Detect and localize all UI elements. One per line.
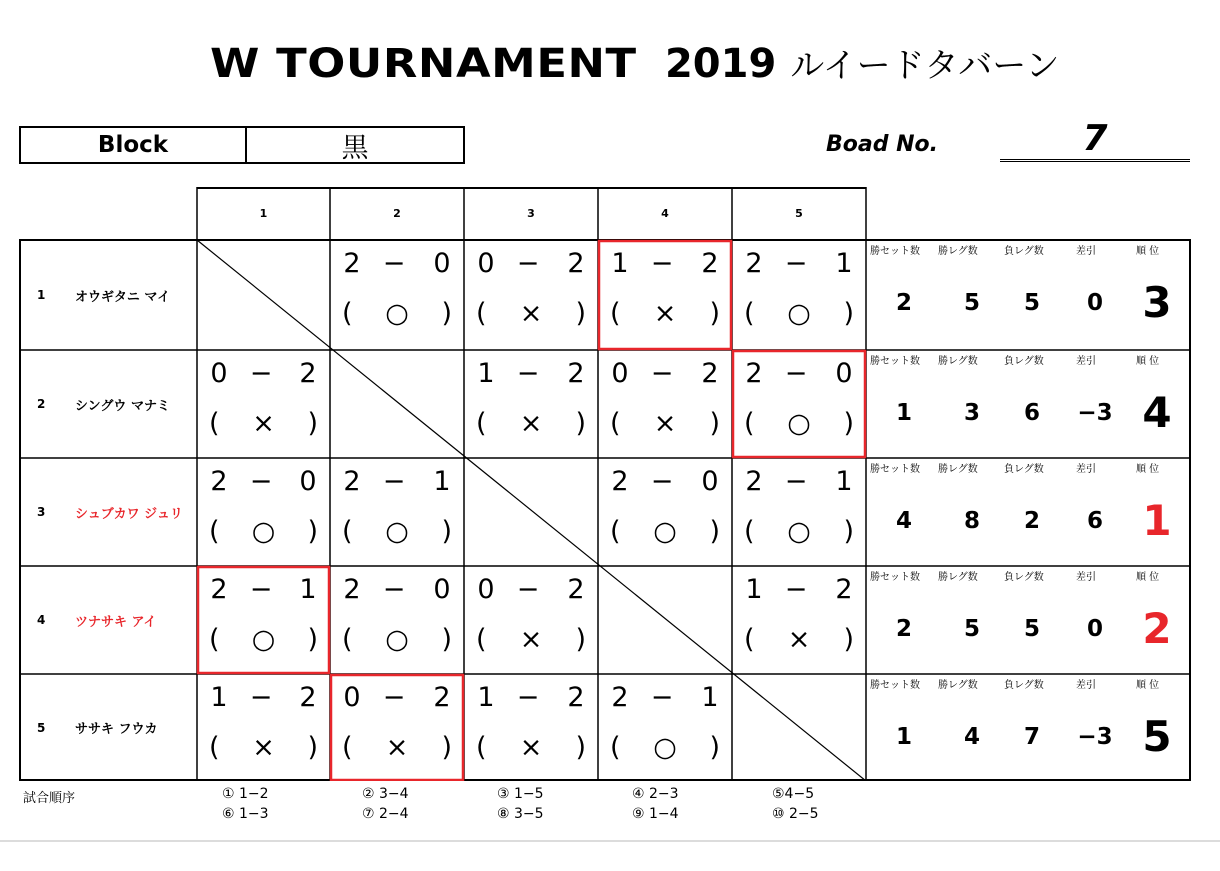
match-score <box>197 574 330 614</box>
footer-divider <box>0 840 1220 842</box>
match-cell <box>197 350 330 458</box>
player-row-header <box>19 458 197 566</box>
legs-for: 1 <box>477 682 495 713</box>
tournament-year: 2019 <box>664 41 777 87</box>
match-order-item: ⑨ 1−4 <box>632 806 679 822</box>
difference-value: 0 <box>1086 616 1103 642</box>
match-result: ( ○ ) <box>732 516 866 556</box>
result-mark: ○ <box>787 298 811 329</box>
match-cell <box>464 350 598 458</box>
legs-lost-value: 6 <box>1023 400 1040 426</box>
result-mark: × <box>519 408 543 439</box>
match-order-item: ⑤4−5 <box>772 786 815 802</box>
venue-name: ルイードタバーン <box>790 46 1060 86</box>
sets-won-value: 2 <box>895 290 912 316</box>
stat-label: 順 位 <box>1136 572 1160 583</box>
result-mark: ○ <box>653 732 677 763</box>
column-header-3: 3 <box>527 207 535 220</box>
legs-for: 0 <box>611 358 629 389</box>
match-score <box>464 358 598 398</box>
score-dash: − <box>784 466 808 497</box>
column-header-4: 4 <box>661 207 669 220</box>
column-header-5: 5 <box>795 207 803 220</box>
match-order-item: ③ 1−5 <box>497 786 544 802</box>
score-dash: − <box>382 248 406 279</box>
result-mark: × <box>252 732 275 763</box>
legs-against: 2 <box>567 574 585 605</box>
match-result: ( ○ ) <box>732 298 866 338</box>
sets-won-value: 2 <box>895 616 912 642</box>
match-result: ( ○ ) <box>330 298 464 338</box>
stat-label: 負レグ数 <box>1004 356 1044 367</box>
result-mark: × <box>787 624 811 655</box>
legs-for: 0 <box>210 358 228 389</box>
match-result: ( × ) <box>464 732 598 772</box>
stat-label: 勝レグ数 <box>938 464 978 475</box>
result-mark: × <box>653 298 677 329</box>
legs-for: 2 <box>343 574 361 605</box>
match-result: ( × ) <box>732 624 866 664</box>
match-result: ( ○ ) <box>598 732 732 772</box>
match-score <box>197 682 330 722</box>
legs-for: 1 <box>745 574 763 605</box>
legs-for: 0 <box>477 248 495 279</box>
legs-for: 2 <box>210 574 228 605</box>
match-cell <box>464 566 598 674</box>
score-dash: − <box>382 682 406 713</box>
legs-lost-value: 7 <box>1023 724 1040 750</box>
stat-label: 順 位 <box>1136 246 1160 257</box>
column-header-2: 2 <box>393 207 401 220</box>
match-score <box>464 574 598 614</box>
legs-won-value: 3 <box>963 400 980 426</box>
legs-against: 1 <box>835 466 853 497</box>
sets-won-value: 1 <box>895 400 912 426</box>
match-score <box>330 574 464 614</box>
legs-against: 0 <box>299 466 317 497</box>
legs-for: 2 <box>210 466 228 497</box>
page-title <box>210 38 1060 94</box>
stat-label: 勝セット数 <box>870 680 920 691</box>
legs-against: 2 <box>299 682 317 713</box>
legs-for: 2 <box>611 466 629 497</box>
match-cell <box>598 674 732 781</box>
player-stats <box>870 674 1191 781</box>
player-stats <box>870 566 1191 674</box>
legs-for: 1 <box>611 248 629 279</box>
player-number: 3 <box>37 505 46 519</box>
legs-for: 2 <box>745 466 763 497</box>
match-order-item: ⑧ 3−5 <box>497 806 544 822</box>
match-result: ( × ) <box>330 732 464 772</box>
result-mark: ○ <box>385 624 409 655</box>
legs-against: 1 <box>299 574 317 605</box>
player-stats <box>870 240 1191 350</box>
block-label: Block <box>21 128 247 162</box>
stat-label: 勝レグ数 <box>938 356 978 367</box>
match-score <box>598 682 732 722</box>
legs-against: 2 <box>299 358 317 389</box>
score-dash: − <box>784 574 808 605</box>
score-dash: − <box>650 466 674 497</box>
legs-against: 1 <box>433 466 451 497</box>
match-cell <box>464 674 598 781</box>
legs-lost-value: 5 <box>1023 290 1040 316</box>
match-cell <box>598 240 732 350</box>
match-score <box>197 466 330 506</box>
legs-against: 2 <box>701 358 719 389</box>
player-name: ササキ フウカ <box>75 722 158 737</box>
match-cell <box>732 458 866 566</box>
board-number: 7 <box>1000 122 1190 162</box>
column-header-1: 1 <box>259 207 268 220</box>
legs-against: 0 <box>433 574 451 605</box>
match-score <box>598 248 732 288</box>
stat-label: 差引 <box>1076 356 1096 367</box>
player-number: 2 <box>37 397 46 411</box>
player-row-header <box>19 240 197 350</box>
score-dash: − <box>249 358 273 389</box>
match-result: ( × ) <box>598 408 732 448</box>
legs-against: 1 <box>835 248 853 279</box>
stat-label: 勝レグ数 <box>938 246 978 257</box>
match-cell <box>330 674 464 781</box>
match-result: ( × ) <box>197 408 330 448</box>
match-score <box>598 358 732 398</box>
result-mark: ○ <box>251 624 276 655</box>
difference-value: 6 <box>1086 508 1103 534</box>
legs-won-value: 5 <box>963 290 980 316</box>
player-name: シングウ マナミ <box>75 398 170 414</box>
score-dash: − <box>382 466 406 497</box>
match-order-item: ② 3−4 <box>362 786 409 802</box>
result-mark: ○ <box>251 516 276 547</box>
round-robin-table <box>19 187 1191 781</box>
difference-value: −3 <box>1077 724 1113 750</box>
block-value: 黒 <box>341 132 369 164</box>
score-dash: − <box>650 248 674 279</box>
legs-against: 2 <box>433 682 451 713</box>
match-cell <box>330 458 464 566</box>
match-result: ( ○ ) <box>598 516 732 556</box>
match-cell <box>598 458 732 566</box>
result-mark: × <box>519 298 543 329</box>
rank-value: 2 <box>1142 604 1172 653</box>
legs-against: 0 <box>433 248 451 279</box>
stat-label: 差引 <box>1076 464 1096 475</box>
match-score <box>732 248 866 288</box>
player-number: 4 <box>37 613 46 627</box>
player-name: ツナサキ アイ <box>75 614 157 630</box>
legs-for: 2 <box>745 358 763 389</box>
legs-won-value: 8 <box>963 508 980 534</box>
score-dash: − <box>650 358 674 389</box>
player-row-header <box>19 350 197 458</box>
match-order-item: ⑦ 2−4 <box>362 806 409 822</box>
stat-label: 差引 <box>1076 680 1096 691</box>
tournament-name: W TOURNAMENT <box>210 41 637 87</box>
match-cell <box>197 458 330 566</box>
score-dash: − <box>382 574 406 605</box>
difference-value: −3 <box>1077 400 1113 426</box>
rank-value: 3 <box>1142 278 1172 327</box>
player-number: 5 <box>37 720 46 735</box>
match-cell <box>330 566 464 674</box>
score-dash: − <box>784 248 808 279</box>
player-stats <box>870 350 1191 458</box>
match-cell <box>197 674 330 781</box>
legs-for: 0 <box>477 574 495 605</box>
match-score <box>732 574 866 614</box>
match-result: ( ○ ) <box>732 408 866 448</box>
match-cell <box>732 240 866 350</box>
match-order-item: ① 1−2 <box>222 786 269 802</box>
legs-against: 2 <box>567 248 585 279</box>
legs-for: 1 <box>210 682 228 713</box>
stat-label: 勝セット数 <box>870 464 920 475</box>
match-cell <box>732 566 866 674</box>
score-dash: − <box>650 682 674 713</box>
result-mark: ○ <box>787 408 811 439</box>
score-dash: − <box>249 574 273 605</box>
player-row-header <box>19 566 197 674</box>
legs-against: 1 <box>701 682 719 713</box>
match-order-item: ④ 2−3 <box>632 786 679 802</box>
match-cell <box>330 240 464 350</box>
legs-for: 2 <box>343 466 361 497</box>
player-name: オウギタニ マイ <box>75 289 171 305</box>
legs-against: 0 <box>835 358 853 389</box>
result-mark: ○ <box>653 516 677 547</box>
score-dash: − <box>516 358 540 389</box>
legs-for: 2 <box>343 248 361 279</box>
stat-label: 順 位 <box>1136 356 1160 367</box>
sets-won-value: 4 <box>895 508 912 534</box>
result-mark: ○ <box>385 516 409 547</box>
score-dash: − <box>249 682 273 713</box>
board-label: Boad No. <box>826 132 939 157</box>
stat-label: 勝セット数 <box>870 246 920 257</box>
match-cell <box>464 240 598 350</box>
match-cell <box>732 350 866 458</box>
rank-value: 4 <box>1142 388 1172 437</box>
legs-for: 2 <box>611 682 629 713</box>
rank-value: 1 <box>1142 496 1172 545</box>
match-order-item: ⑥ 1−3 <box>222 806 269 822</box>
player-name: シュブカワ ジュリ <box>75 506 183 522</box>
match-result: ( × ) <box>197 732 330 772</box>
stat-label: 負レグ数 <box>1004 246 1044 257</box>
match-score <box>330 682 464 722</box>
match-score <box>197 358 330 398</box>
legs-against: 2 <box>701 248 719 279</box>
match-result: ( ○ ) <box>197 516 330 556</box>
stat-label: 順 位 <box>1136 680 1160 691</box>
match-score <box>330 466 464 506</box>
player-stats <box>870 458 1191 566</box>
result-mark: × <box>519 732 543 763</box>
legs-lost-value: 2 <box>1023 508 1040 534</box>
block-box <box>19 126 465 164</box>
legs-for: 1 <box>477 358 495 389</box>
difference-value: 0 <box>1086 290 1103 316</box>
match-score <box>732 466 866 506</box>
match-score <box>598 466 732 506</box>
stat-label: 差引 <box>1076 246 1096 257</box>
match-order-item: ⑩ 2−5 <box>772 806 819 822</box>
result-mark: × <box>519 624 543 655</box>
match-result: ( × ) <box>464 624 598 664</box>
legs-against: 2 <box>835 574 853 605</box>
score-dash: − <box>516 248 540 279</box>
match-result: ( × ) <box>598 298 732 338</box>
stat-label: 負レグ数 <box>1004 680 1044 691</box>
legs-against: 2 <box>567 358 585 389</box>
legs-won-value: 4 <box>963 724 980 750</box>
legs-lost-value: 5 <box>1023 616 1040 642</box>
stat-label: 順 位 <box>1136 464 1160 475</box>
match-result: ( ○ ) <box>197 624 330 664</box>
legs-against: 0 <box>701 466 719 497</box>
match-score <box>464 682 598 722</box>
stat-label: 負レグ数 <box>1004 572 1044 583</box>
legs-for: 2 <box>745 248 763 279</box>
score-dash: − <box>784 358 808 389</box>
stat-label: 勝セット数 <box>870 572 920 583</box>
result-mark: × <box>252 408 275 439</box>
result-mark: × <box>653 408 677 439</box>
stat-label: 勝レグ数 <box>938 680 978 691</box>
stat-label: 勝セット数 <box>870 356 920 367</box>
match-score <box>464 248 598 288</box>
match-score <box>330 248 464 288</box>
score-dash: − <box>516 574 540 605</box>
stat-label: 差引 <box>1076 572 1096 583</box>
match-score <box>732 358 866 398</box>
player-number: 1 <box>37 288 46 302</box>
match-order-label: 試合順序 <box>23 791 76 806</box>
stat-label: 勝レグ数 <box>938 572 978 583</box>
stat-label: 負レグ数 <box>1004 464 1044 475</box>
rank-value: 5 <box>1142 712 1172 761</box>
legs-for: 0 <box>343 682 361 713</box>
match-result: ( × ) <box>464 298 598 338</box>
result-mark: ○ <box>385 298 409 329</box>
score-dash: − <box>249 466 273 497</box>
match-result: ( × ) <box>464 408 598 448</box>
legs-against: 2 <box>567 682 585 713</box>
match-cell <box>598 350 732 458</box>
match-cell <box>197 566 330 674</box>
sets-won-value: 1 <box>895 724 912 750</box>
player-row-header <box>19 674 197 781</box>
match-result: ( ○ ) <box>330 624 464 664</box>
legs-won-value: 5 <box>963 616 980 642</box>
match-result: ( ○ ) <box>330 516 464 556</box>
result-mark: × <box>385 732 409 763</box>
result-mark: ○ <box>787 516 811 547</box>
score-dash: − <box>516 682 540 713</box>
